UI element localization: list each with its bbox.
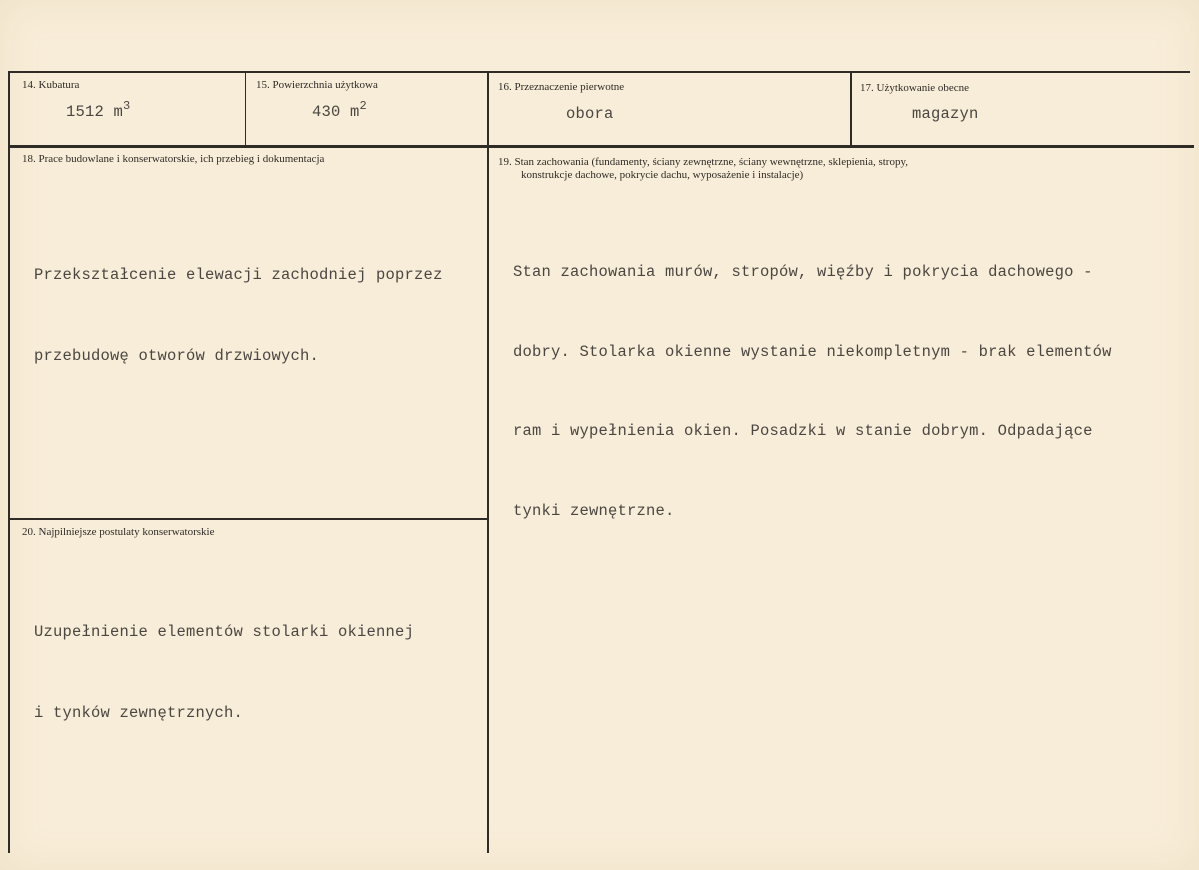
stan-label-line-2: konstrukcje dachowe, pokrycie dachu, wyposażenie i instalacje) <box>521 168 804 181</box>
prace-line: przebudowę otworów drzwiowych. <box>34 347 320 365</box>
stan-label <box>498 156 908 181</box>
kubatura-label: 14. Kubatura <box>22 79 80 91</box>
postulaty-text <box>34 565 414 781</box>
powierzchnia-value: 430 $m^2$ <box>312 99 367 121</box>
przeznaczenie-label: 16. Przeznaczenie pierwotne <box>498 81 625 93</box>
kubatura-value: 1512 $m^3$ <box>66 99 131 121</box>
left-border <box>8 71 10 853</box>
top-border <box>8 71 1190 73</box>
stan-line: dobry. Stolarka okienne wystanie niekompletnym - brak elementów <box>513 342 1112 361</box>
row-divider-left <box>8 518 488 520</box>
stan-label-line-1: 19. Stan zachowania (fundamenty, ściany zewnętrzne, ściany wewnętrzne, sklepienia, stropy, <box>498 156 909 168</box>
stan-text <box>513 206 1112 577</box>
col-divider-3 <box>850 71 852 147</box>
row-divider-top <box>8 145 1194 148</box>
stan-line: tynki zewnętrzne. <box>513 501 675 520</box>
prace-label: 18. Prace budowlane i konserwatorskie, ich przebieg i dokumentacja <box>22 153 325 165</box>
prace-line: Przekształcenie elewacji zachodniej poprzez <box>34 266 443 284</box>
postulaty-line: Uzupełnienie elementów stolarki okiennej <box>34 623 415 641</box>
col-divider-1 <box>245 71 246 147</box>
col-divider-main <box>487 71 489 853</box>
prace-text <box>34 208 443 424</box>
powierzchnia-label: 15. Powierzchnia użytkowa <box>256 79 378 91</box>
uzytkowanie-label: 17. Użytkowanie obecne <box>860 82 970 94</box>
przeznaczenie-value: obora <box>566 105 614 123</box>
uzytkowanie-value: magazyn <box>912 105 979 123</box>
postulaty-label: 20. Najpilniejsze postulaty konserwatorskie <box>22 526 215 538</box>
stan-line: Stan zachowania murów, stropów, więźby i pokrycia dachowego - <box>513 263 1093 281</box>
stan-line: ram i wypełnienia okien. Posadzki w stanie dobrym. Odpadające <box>513 422 1093 440</box>
postulaty-line: i tynków zewnętrznych. <box>34 704 244 722</box>
